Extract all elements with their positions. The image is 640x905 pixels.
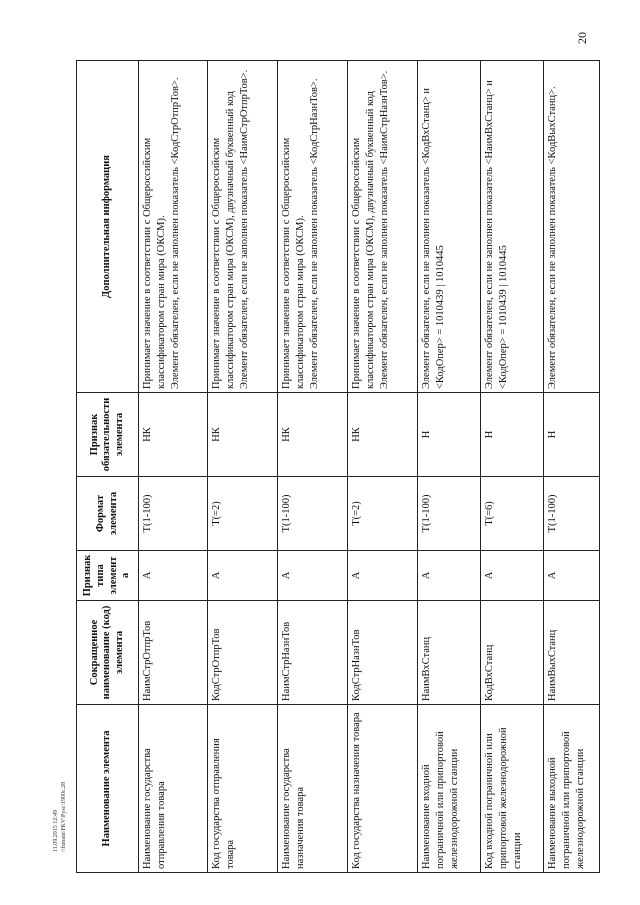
cell-element-name: Наименование входной пограничной или припортовой железнодорожной станции xyxy=(418,705,481,873)
cell-type: А xyxy=(208,551,278,601)
cell-format: T(=2) xyxy=(348,477,418,551)
cell-element-name: Код государства назначения товара xyxy=(348,705,418,873)
table-header-row xyxy=(77,61,139,873)
cell-element-name: Наименование выходной пограничной или припортовой железнодорожной станции xyxy=(544,705,600,873)
table-row xyxy=(278,61,348,873)
cell-type: А xyxy=(481,551,544,601)
table-row xyxy=(348,61,418,873)
cell-format: T(=6) xyxy=(481,477,544,551)
table-row xyxy=(544,61,600,873)
header-format: Формат элемента xyxy=(77,477,139,551)
header-info: Дополнительная информация xyxy=(77,61,139,393)
info-line: Принимает значение в соответствии с Общероссийским классификатором стран мира (ОКСМ), двузначный буквенный код xyxy=(211,91,236,389)
info-line: Элемент обязателен, если не заполнен показатель <КодСтрНазнТов>. xyxy=(308,78,320,389)
cell-element-name: Наименование государства отправления товара xyxy=(139,705,208,873)
rotated-table-wrapper xyxy=(76,61,586,873)
cell-type: А xyxy=(139,551,208,601)
info-line: Элемент обязателен, если не заполнен показатель <НаимСтрОтпрТов>. xyxy=(238,69,250,389)
cell-element-code: КодВхСтанц xyxy=(481,601,544,705)
info-line: Принимает значение в соответствии с Общероссийским классификатором стран мира (ОКСМ). xyxy=(281,137,306,389)
header-required: Признак обязательности элемента xyxy=(77,393,139,477)
cell-element-code: НаимСтрНазнТов xyxy=(278,601,348,705)
info-line: Элемент обязателен, если не заполнен показатель <НаимСтрНазнТов>. xyxy=(378,70,390,389)
cell-element-code: КодСтрНазнТов xyxy=(348,601,418,705)
cell-required: НК xyxy=(278,393,348,477)
cell-element-code: НаимВхСтанц xyxy=(418,601,481,705)
info-line: Элемент обязателен, если не заполнен показатель <КодВыхСтанц>. xyxy=(547,86,558,389)
info-line: Элемент обязателен, если не заполнен показатель <КодВхСтанц> и <КодОпер> = 1010439 | 1010445 xyxy=(421,87,446,389)
cell-info xyxy=(208,61,278,393)
table-row xyxy=(418,61,481,873)
cell-info xyxy=(278,61,348,393)
cell-format: T(=2) xyxy=(208,477,278,551)
page-number: 20 xyxy=(575,32,589,44)
cell-format: T(1-100) xyxy=(139,477,208,551)
cell-type: А xyxy=(544,551,600,601)
cell-required: НК xyxy=(139,393,208,477)
cell-info xyxy=(418,61,481,393)
info-line: Принимает значение в соответствии с Общероссийским классификатором стран мира (ОКСМ), двузначный буквенный код xyxy=(351,91,376,389)
table-row xyxy=(139,61,208,873)
info-line: Принимает значение в соответствии с Общероссийским классификатором стран мира (ОКСМ). xyxy=(142,137,167,389)
cell-type: А xyxy=(348,551,418,601)
element-table xyxy=(76,60,600,873)
cell-type: А xyxy=(278,551,348,601)
header-element-name: Наименование элемента xyxy=(77,705,139,873)
table-body xyxy=(139,61,600,873)
cell-element-code: КодСтрОтпрТов xyxy=(208,601,278,705)
print-footer xyxy=(53,782,68,852)
table-row xyxy=(481,61,544,873)
cell-required: НК xyxy=(208,393,278,477)
info-line: Элемент обязателен, если не заполнен показатель <НаимВхСтанц> и <КодОпер> = 1010439 | 1010445 xyxy=(484,80,509,389)
cell-element-name: Код входной пограничной или припортовой железнодорожной станции xyxy=(481,705,544,873)
cell-type: А xyxy=(418,551,481,601)
cell-element-code: НаимСтрОтпрТов xyxy=(139,601,208,705)
footer-timestamp: 11.09.2015 12:49 xyxy=(53,810,59,852)
cell-required: НК xyxy=(348,393,418,477)
cell-format: T(1-100) xyxy=(544,477,600,551)
cell-info xyxy=(348,61,418,393)
header-element-code: Сокращенное наименование (код) элемента xyxy=(77,601,139,705)
info-line: Элемент обязателен, если не заполнен показатель <КодСтрОтпрТов>. xyxy=(169,77,181,389)
cell-required: Н xyxy=(481,393,544,477)
cell-info xyxy=(481,61,544,393)
cell-element-name: Наименование государства назначения товара xyxy=(278,705,348,873)
footer-path: \\fsmain\FKV\Pysc\1900с.28 xyxy=(60,781,67,852)
cell-info xyxy=(139,61,208,393)
cell-element-name: Код государства отправления товара xyxy=(208,705,278,873)
cell-info xyxy=(544,61,600,393)
cell-element-code: НаимВыхСтанц xyxy=(544,601,600,705)
cell-required: Н xyxy=(544,393,600,477)
cell-format: T(1-100) xyxy=(418,477,481,551)
header-type: Признак типа элемента xyxy=(77,551,139,601)
cell-format: T(1-100) xyxy=(278,477,348,551)
table-row xyxy=(208,61,278,873)
cell-required: Н xyxy=(418,393,481,477)
